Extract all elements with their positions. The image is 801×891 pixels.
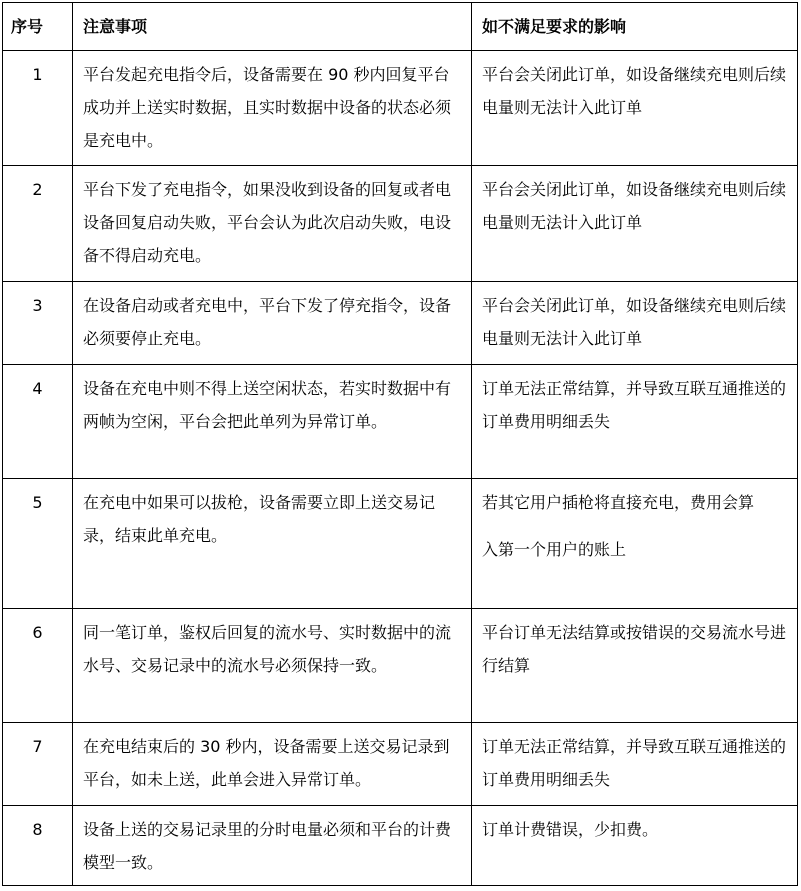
row-impact [472,51,798,166]
impact-text: 平台会关闭此订单，如设备继续充电则后续电量则无法计入此订单 [482,296,787,348]
table-row [3,479,798,609]
table-row [3,166,798,282]
table-row [3,609,798,723]
row-impact [472,609,798,723]
row-number: 3 [3,282,73,365]
table-row [3,365,798,479]
row-number: 1 [3,51,73,166]
row-note: 在充电结束后的 30 秒内，设备需要上送交易记录到平台，如未上送，此单会进入异常订单。 [73,723,472,806]
row-impact [472,166,798,282]
row-note: 平台发起充电指令后，设备需要在 90 秒内回复平台成功并上送实时数据，且实时数据中设备的状态必须是充电中。 [73,51,472,166]
impact-text: 若其它用户插枪将直接充电，费用会算 [482,493,755,512]
impact-text: 平台订单无法结算或按错误的交易流水号进行结算 [482,623,787,675]
row-impact [472,365,798,479]
table-row [3,806,798,886]
header-impact: 如不满足要求的影响 [472,3,798,51]
row-number: 2 [3,166,73,282]
table-row [3,51,798,166]
impact-text: 入第一个用户的账上 [482,540,627,559]
row-impact [472,806,798,886]
impact-text: 订单计费错误，少扣费。 [482,820,659,839]
row-number: 5 [3,479,73,609]
impact-text: 订单无法正常结算，并导致互联互通推送的订单费用明细丢失 [482,737,787,789]
row-number: 8 [3,806,73,886]
row-note: 设备在充电中则不得上送空闲状态，若实时数据中有两帧为空闲，平台会把此单列为异常订单。 [73,365,472,479]
row-number: 4 [3,365,73,479]
impact-text: 订单无法正常结算，并导致互联互通推送的订单费用明细丢失 [482,379,787,431]
row-note: 同一笔订单，鉴权后回复的流水号、实时数据中的流水号、交易记录中的流水号必须保持一致。 [73,609,472,723]
row-impact [472,723,798,806]
row-note: 设备上送的交易记录里的分时电量必须和平台的计费模型一致。 [73,806,472,886]
row-note: 在充电中如果可以拔枪，设备需要立即上送交易记录，结束此单充电。 [73,479,472,609]
table-row [3,723,798,806]
table-header-row [3,3,798,51]
impact-text: 平台会关闭此订单，如设备继续充电则后续电量则无法计入此订单 [482,180,787,232]
row-number: 7 [3,723,73,806]
row-note: 平台下发了充电指令，如果没收到设备的回复或者电设备回复启动失败，平台会认为此次启动失败，电设备不得启动充电。 [73,166,472,282]
requirements-table [2,2,798,886]
table-row [3,282,798,365]
header-notes: 注意事项 [73,3,472,51]
header-serial-number: 序号 [3,3,73,51]
row-impact [472,282,798,365]
impact-text: 平台会关闭此订单，如设备继续充电则后续电量则无法计入此订单 [482,65,787,117]
row-note: 在设备启动或者充电中，平台下发了停充指令，设备必须要停止充电。 [73,282,472,365]
row-number: 6 [3,609,73,723]
row-impact [472,479,798,609]
